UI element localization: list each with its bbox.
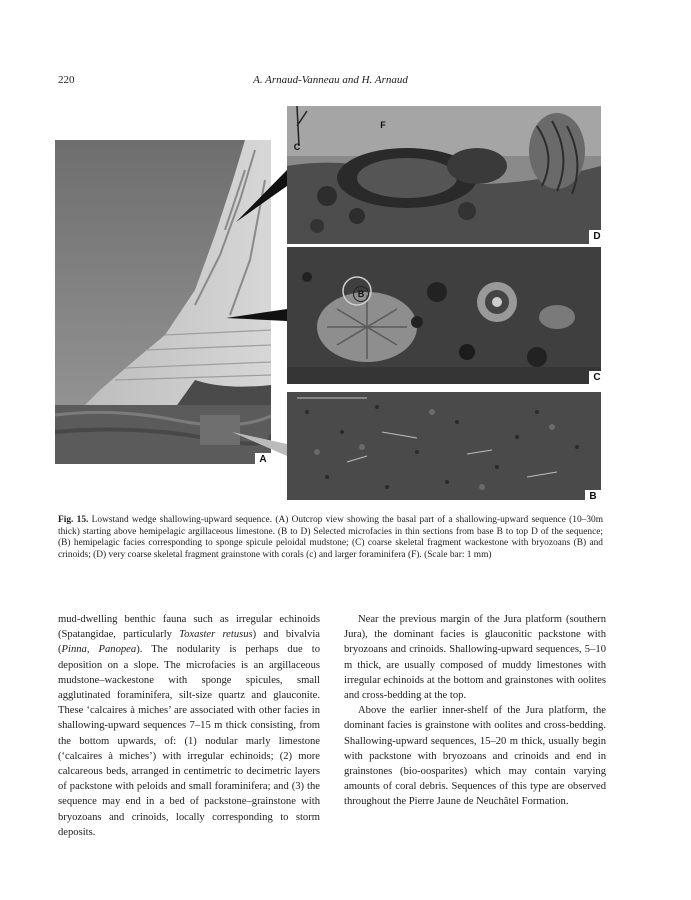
- marker-b: B: [353, 286, 369, 302]
- italic-term: Pinna, Panopea: [61, 644, 137, 656]
- panel-label-a: A: [255, 453, 271, 467]
- caption-text: Lowstand wedge shallowing-upward sequence. (A) Outcrop view showing the basal part of a shallowing-upward sequence (10–30m thick) starting above hemipelagic argillaceous limestone. (B to D) Selected microfacies in thin sections from base B to top D of the sequence; (B) hemipelagic facies corresponding to sponge spicule peloidal mudstone; (C) coarse skeletal fragment wackestone with bryozoans (B) and crinoids; (D) very coarse skeletal fragment grainstone with corals (c) and larger foraminifera (F). (Scale bar: 1 mm): [58, 515, 604, 560]
- connector-b: [232, 432, 287, 456]
- body-right-column: [344, 612, 606, 810]
- italic-term: Toxaster retusus: [179, 629, 253, 641]
- figure-caption: [58, 515, 603, 561]
- figure-label: Fig. 15.: [58, 515, 89, 525]
- running-head: A. Arnaud-Vanneau and H. Arnaud: [253, 74, 408, 86]
- panel-label-b: B: [585, 490, 601, 504]
- panel-label-d: D: [589, 230, 605, 244]
- panel-label-c: C: [589, 371, 605, 385]
- page-number: 220: [58, 74, 75, 86]
- marker-c: C: [293, 142, 301, 152]
- connector-d: [236, 170, 287, 222]
- paragraph: Near the previous margin of the Jura platform (southern Jura), the dominant facies is glauconitic packstone with bryozoans and crinoids. Shallowing-upward sequences, 5–10 m thick, are usually composed of muddy limestones with irregular echinoids at the bottom and grainstones with oolites and cross-bedding at the top.: [344, 614, 606, 702]
- paragraph: mud-dwelling benthic fauna such as irregular echinoids (Spatangidae, particularly Toxaster retusus) and bivalvia (Pinna, Panopea). The nodularity is perhaps due to deposition on a slope. The microfacies is an argillaceous mudstone–wackestone with sponge spicules, small agglutinated foraminifera, silt-size quartz and glauconite. These ‘calcaires à miches’ are associated with other facies in shallowing-upward sequences 7–15 m thick consisting, from the bottom upwards, of: (1) nodular marly limestone (‘calcaires à miches’) with irregular echinoids; (2) more calcareous beds, arranged in centimetric to decimetric layers of packstone with peloids and small foraminifera; and (3) the sequence may end in a bed of packstone–grainstone with bryozoans and crinoids, locally corresponding to storm deposits.: [58, 614, 320, 838]
- marker-f: F: [380, 120, 386, 130]
- connector-c: [226, 309, 287, 321]
- paragraph: Above the earlier inner-shelf of the Jura platform, the dominant facies is grainstone with oolites and cross-bedding. Shallowing-upward sequences, 15–20 m thick, usually begin with packstone with bryozoans and crinoids and end in grainstones (bio-oosparites) which may contain varying amounts of coral debris. Sequences of this type are observed throughout the Pierre Jaune de Neuchâtel Formation.: [344, 705, 606, 808]
- body-left-column: [58, 612, 320, 840]
